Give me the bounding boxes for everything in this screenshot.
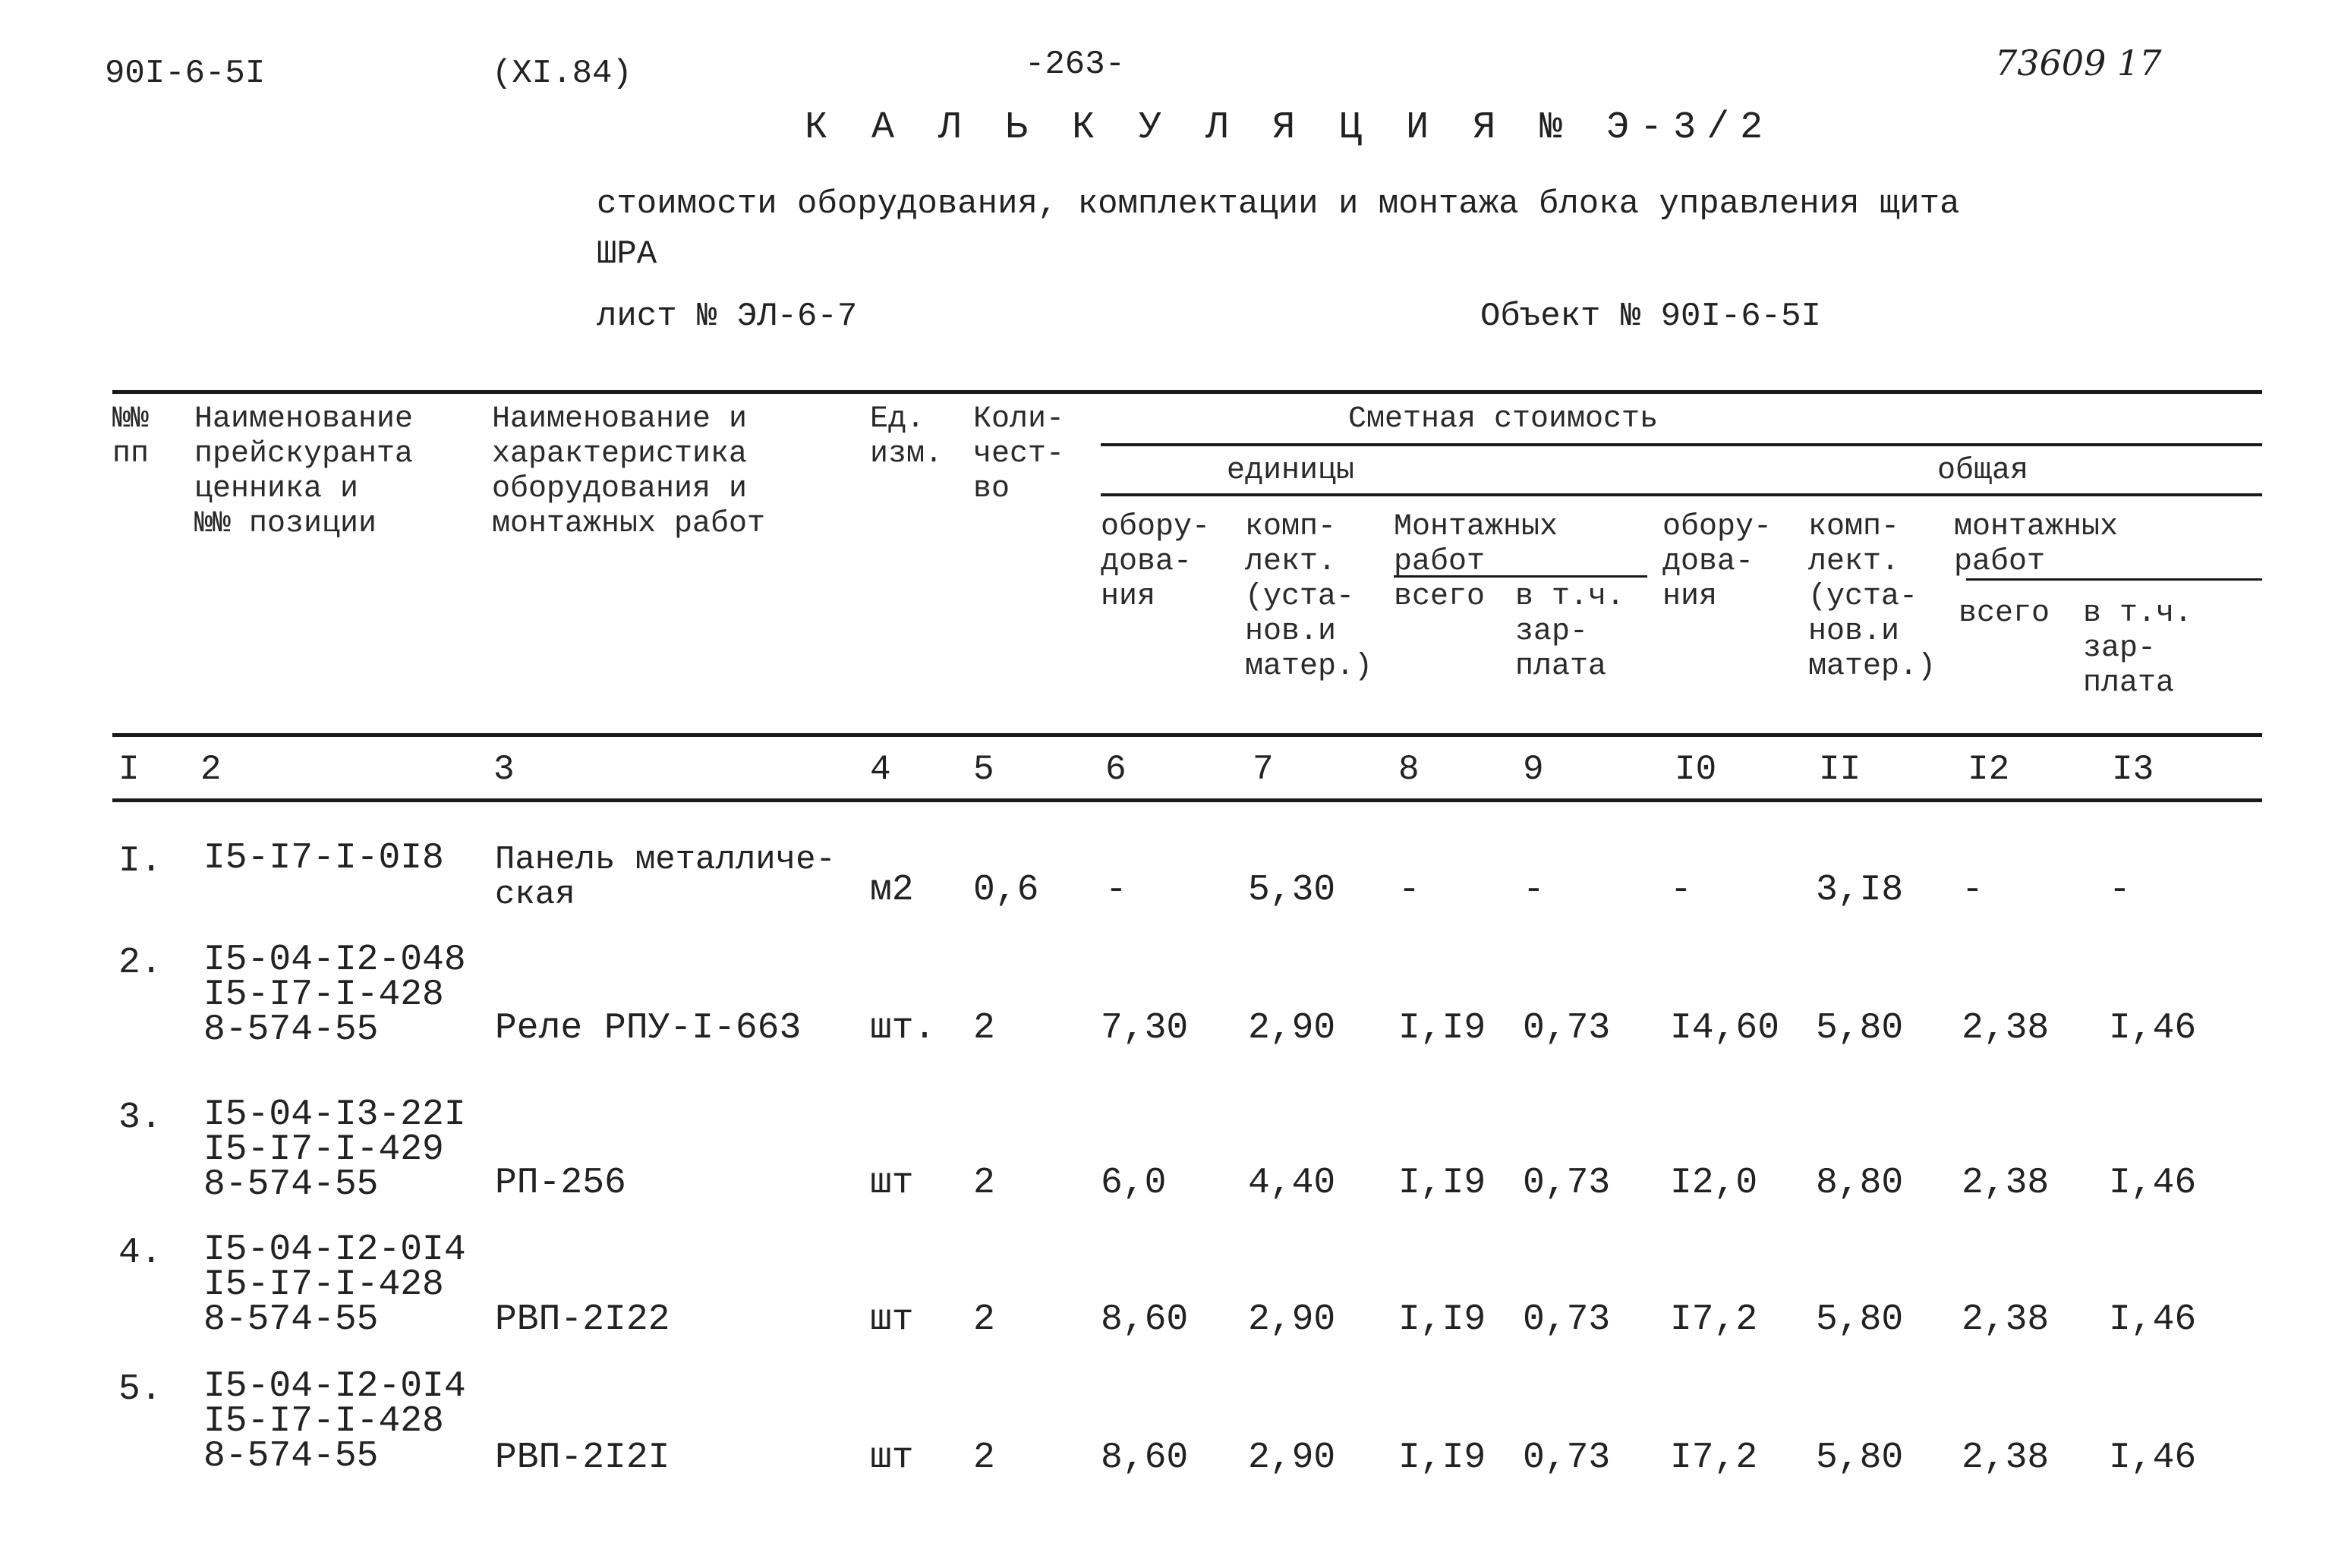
column-number: 6 xyxy=(1105,750,1127,789)
row-equipment-total: I7,2 xyxy=(1670,1299,1758,1340)
header-price-list: Наименование прейскуранта ценника и №№ позиции xyxy=(194,402,414,541)
row-completion-total: 8,80 xyxy=(1816,1163,1904,1204)
column-number: 2 xyxy=(200,750,222,789)
header-completion-total: комп- лект. (уста- нов.и матер.) xyxy=(1808,510,1937,684)
row-number: I. xyxy=(118,841,162,882)
column-number: 4 xyxy=(870,750,891,789)
object-number: Объект № 90I-6-5I xyxy=(1480,298,1821,335)
row-mounting-unit-wages: 0,73 xyxy=(1523,1008,1611,1049)
row-mounting-total: - xyxy=(1962,870,1984,911)
row-mounting-total-wages: I,46 xyxy=(2109,1299,2197,1340)
row-equipment-unit: 8,60 xyxy=(1101,1299,1189,1340)
row-mounting-total: 2,38 xyxy=(1962,1437,2050,1478)
row-mounting-unit-wages: 0,73 xyxy=(1523,1437,1611,1478)
row-unit: шт. xyxy=(870,1008,936,1049)
row-unit: м2 xyxy=(870,870,914,911)
row-equipment-unit: 6,0 xyxy=(1101,1163,1167,1204)
row-name: РП-256 xyxy=(495,1163,626,1204)
row-mounting-unit: I,I9 xyxy=(1398,1008,1486,1049)
row-equipment-total: I7,2 xyxy=(1670,1437,1758,1478)
row-mounting-total-wages: I,46 xyxy=(2109,1163,2197,1204)
row-mounting-total: 2,38 xyxy=(1962,1008,2050,1049)
document-title: К А Л Ь К У Л Я Ц И Я № Э-3/2 xyxy=(805,106,1774,150)
row-mounting-unit-wages: - xyxy=(1523,870,1545,911)
row-equipment-unit: - xyxy=(1105,870,1127,911)
row-mounting-unit-wages: 0,73 xyxy=(1523,1299,1611,1340)
row-mounting-unit: I,I9 xyxy=(1398,1163,1486,1204)
row-completion-total: 5,80 xyxy=(1816,1437,1904,1478)
column-number: I3 xyxy=(2112,750,2154,789)
header-equipment-unit: обору- дова- ния xyxy=(1101,510,1211,614)
row-completion-unit: 2,90 xyxy=(1248,1437,1336,1478)
header-mounting-total-all: всего xyxy=(1959,597,2050,631)
header-mounting-unit-total: всего xyxy=(1394,580,1486,614)
header-equipment-name: Наименование и характеристика оборудования и монтажных работ xyxy=(492,402,766,541)
row-price-code: I5-04-I2-0I4 I5-I7-I-428 8-574-55 xyxy=(203,1230,466,1340)
column-numbers-rule xyxy=(112,798,2262,802)
header-bottom-rule xyxy=(112,733,2262,737)
row-name: РВП-2I22 xyxy=(495,1299,670,1340)
column-number: 7 xyxy=(1253,750,1274,789)
row-number: 4. xyxy=(118,1233,162,1274)
header-mounting-unit-wages: в т.ч. зар- плата xyxy=(1515,580,1625,684)
row-equipment-total: I2,0 xyxy=(1670,1163,1758,1204)
archive-number: 73609 17 xyxy=(1995,43,2162,83)
sheet-number: лист № ЭЛ-6-7 xyxy=(597,298,858,335)
page-number: -263- xyxy=(1025,46,1126,83)
header-group-rule xyxy=(1101,443,2262,446)
column-number: I2 xyxy=(1968,750,2010,789)
row-mounting-total: 2,38 xyxy=(1962,1299,2050,1340)
header-mounting-unit: Монтажных работ xyxy=(1394,510,1558,579)
row-quantity: 2 xyxy=(973,1163,995,1204)
document-code: 90I-6-5I xyxy=(105,55,266,93)
header-mounting-total-wages: в т.ч. зар- плата xyxy=(2083,597,2193,701)
row-price-code: I5-04-I2-0I4 I5-I7-I-428 8-574-55 xyxy=(203,1366,466,1477)
row-equipment-unit: 8,60 xyxy=(1101,1437,1189,1478)
row-mounting-total: 2,38 xyxy=(1962,1163,2050,1204)
header-quantity: Коли- чест- во xyxy=(973,402,1065,506)
row-number: 2. xyxy=(118,943,162,984)
column-number: 8 xyxy=(1398,750,1420,789)
document-date-code: (XI.84) xyxy=(492,55,632,93)
header-row-number: №№ пп xyxy=(112,402,150,471)
row-mounting-total-wages: I,46 xyxy=(2109,1008,2197,1049)
row-completion-unit: 4,40 xyxy=(1248,1163,1336,1204)
row-equipment-total: - xyxy=(1670,870,1692,911)
header-equipment-total: обору- дова- ния xyxy=(1662,510,1773,614)
column-number: II xyxy=(1819,750,1861,789)
row-mounting-unit: I,I9 xyxy=(1398,1437,1486,1478)
row-unit: шт xyxy=(870,1437,914,1478)
header-unit: Ед. изм. xyxy=(870,402,944,471)
header-estimated-cost: Сметная стоимость xyxy=(1348,402,1659,436)
row-mounting-unit-wages: 0,73 xyxy=(1523,1163,1611,1204)
row-price-code: I5-I7-I-0I8 xyxy=(203,838,444,879)
row-completion-total: 5,80 xyxy=(1816,1008,1904,1049)
row-completion-unit: 2,90 xyxy=(1248,1299,1336,1340)
row-mounting-unit: I,I9 xyxy=(1398,1299,1486,1340)
header-total: общая xyxy=(1937,454,2029,488)
column-number: 9 xyxy=(1523,750,1544,789)
row-quantity: 2 xyxy=(973,1008,995,1049)
row-completion-total: 5,80 xyxy=(1816,1299,1904,1340)
row-completion-unit: 2,90 xyxy=(1248,1008,1336,1049)
row-quantity: 2 xyxy=(973,1437,995,1478)
table-top-rule xyxy=(112,390,2262,394)
row-mounting-unit: - xyxy=(1398,870,1420,911)
row-number: 5. xyxy=(118,1369,162,1410)
row-number: 3. xyxy=(118,1097,162,1138)
row-equipment-total: I4,60 xyxy=(1670,1008,1780,1049)
row-unit: шт xyxy=(870,1163,914,1204)
header-per-unit: единицы xyxy=(1227,454,1355,488)
column-number: I0 xyxy=(1675,750,1717,789)
column-number: 3 xyxy=(493,750,515,789)
row-mounting-total-wages: I,46 xyxy=(2109,1437,2197,1478)
document-subtitle: стоимости оборудования, комплектации и монтажа блока управления щита ШРА xyxy=(597,185,1960,273)
header-subgroup-rule xyxy=(1101,493,2262,496)
column-number: I xyxy=(118,750,140,789)
row-price-code: I5-04-I2-048 I5-I7-I-428 8-574-55 xyxy=(203,940,466,1050)
row-quantity: 2 xyxy=(973,1299,995,1340)
row-quantity: 0,6 xyxy=(973,870,1039,911)
header-completion-unit: комп- лект. (уста- нов.и матер.) xyxy=(1245,510,1373,684)
row-completion-unit: 5,30 xyxy=(1248,870,1336,911)
row-unit: шт xyxy=(870,1299,914,1340)
row-name: РВП-2I2I xyxy=(495,1437,670,1478)
row-name: Реле РПУ-I-663 xyxy=(495,1008,802,1049)
row-equipment-unit: 7,30 xyxy=(1101,1008,1189,1049)
row-price-code: I5-04-I3-22I I5-I7-I-429 8-574-55 xyxy=(203,1094,466,1205)
header-mounting-total: монтажных работ xyxy=(1954,510,2119,579)
row-completion-total: 3,I8 xyxy=(1816,870,1904,911)
row-name: Панель металличе- ская xyxy=(495,841,836,914)
row-mounting-total-wages: - xyxy=(2109,870,2131,911)
column-number: 5 xyxy=(973,750,994,789)
